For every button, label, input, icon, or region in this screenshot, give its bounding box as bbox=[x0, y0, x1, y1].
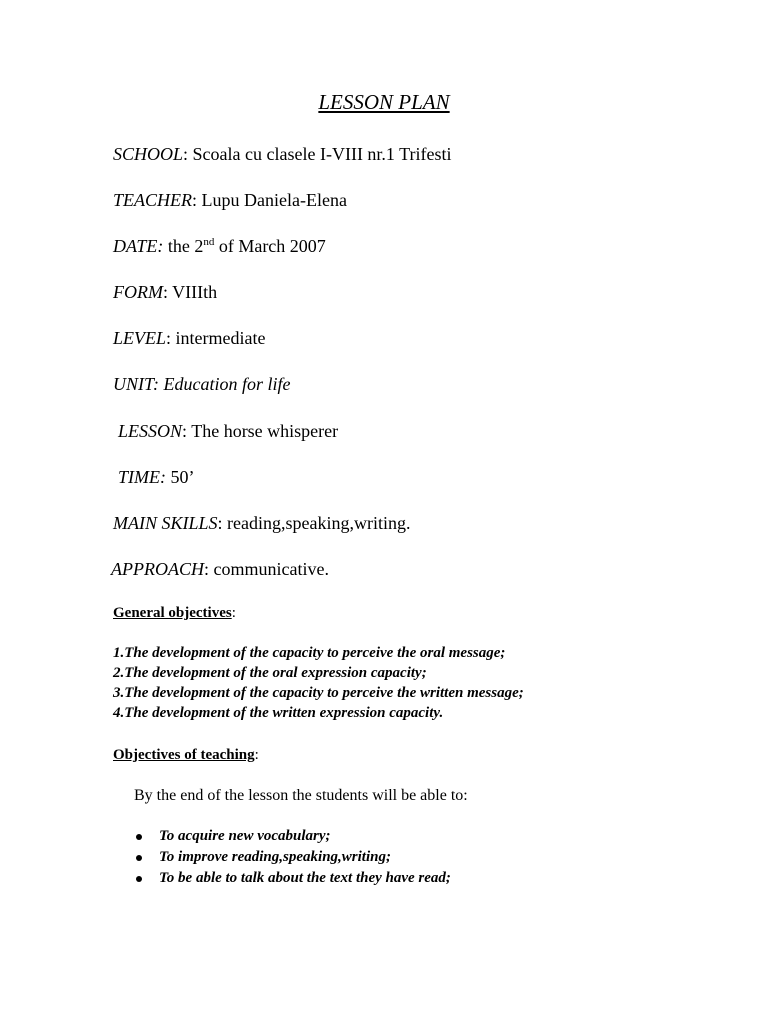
field-teacher-label: TEACHER bbox=[113, 190, 192, 210]
field-date-label: DATE: bbox=[113, 236, 164, 256]
field-school-label: SCHOOL bbox=[113, 144, 184, 164]
field-teacher-value: Lupu Daniela-Elena bbox=[201, 190, 347, 210]
list-item bbox=[134, 868, 451, 889]
field-date-value-pre: the 2 bbox=[167, 236, 204, 256]
field-form-value: VIIIth bbox=[172, 282, 218, 302]
general-objectives-list bbox=[113, 643, 524, 723]
field-separator: : bbox=[192, 190, 202, 210]
field-time bbox=[118, 467, 195, 488]
page-title: LESSON PLAN bbox=[318, 90, 450, 114]
field-approach-value: communicative. bbox=[213, 559, 329, 579]
field-separator: : bbox=[217, 513, 228, 533]
field-time-value: 50’ bbox=[170, 467, 195, 487]
field-unit bbox=[113, 374, 291, 395]
list-item-text: To be able to talk about the text they have read; bbox=[159, 870, 451, 886]
list-item: 1.The development of the capacity to perceive the oral message; bbox=[113, 645, 506, 661]
teaching-objectives-heading bbox=[113, 747, 259, 764]
field-teacher bbox=[113, 190, 347, 211]
field-form bbox=[113, 282, 217, 303]
list-item-text: To acquire new vocabulary; bbox=[159, 828, 331, 844]
list-item: 4.The development of the written expression capacity. bbox=[113, 705, 444, 721]
field-form-label: FORM bbox=[113, 282, 163, 302]
general-objectives-heading-text: General objectives bbox=[113, 605, 232, 621]
field-date-value-post: of March 2007 bbox=[214, 236, 326, 256]
field-school-value: Scoala cu clasele I-VIII nr.1 Trifesti bbox=[192, 144, 452, 164]
field-main-skills bbox=[113, 513, 411, 534]
field-main-skills-label: MAIN SKILLS bbox=[113, 513, 218, 533]
field-separator: : bbox=[203, 559, 214, 579]
bullet-icon bbox=[136, 834, 142, 840]
list-item-text: To improve reading,speaking,writing; bbox=[159, 849, 391, 865]
field-approach-label: APPROACH bbox=[111, 559, 204, 579]
list-item bbox=[134, 826, 451, 847]
field-date-value-sup: nd bbox=[203, 236, 215, 248]
field-unit-label: UNIT: bbox=[113, 374, 160, 394]
field-date bbox=[113, 236, 326, 257]
field-school bbox=[113, 144, 451, 165]
list-item: 2.The development of the oral expression capacity; bbox=[113, 665, 427, 681]
heading-colon: : bbox=[254, 747, 259, 763]
field-approach bbox=[111, 559, 329, 580]
field-level-label: LEVEL bbox=[113, 328, 167, 348]
field-unit-value: Education for life bbox=[163, 374, 291, 394]
bullet-icon bbox=[136, 855, 142, 861]
field-level-value: intermediate bbox=[175, 328, 266, 348]
list-item bbox=[134, 847, 451, 868]
field-time-label: TIME: bbox=[118, 467, 166, 487]
field-lesson bbox=[118, 421, 338, 442]
list-item: 3.The development of the capacity to perceive the written message; bbox=[113, 685, 524, 701]
field-level bbox=[113, 328, 266, 349]
general-objectives-heading bbox=[113, 605, 236, 622]
bullet-icon bbox=[136, 876, 142, 882]
field-main-skills-value: reading,speaking,writing. bbox=[227, 513, 411, 533]
field-separator: : bbox=[166, 328, 176, 348]
field-separator: : bbox=[183, 144, 193, 164]
teaching-objectives-heading-text: Objectives of teaching bbox=[113, 747, 255, 763]
field-separator: : bbox=[182, 421, 192, 441]
field-lesson-label: LESSON bbox=[118, 421, 183, 441]
heading-colon: : bbox=[231, 605, 236, 621]
teaching-objectives-intro: By the end of the lesson the students will be able to: bbox=[134, 787, 468, 804]
field-separator: : bbox=[162, 282, 173, 302]
teaching-objectives-list bbox=[134, 826, 451, 889]
field-lesson-value: The horse whisperer bbox=[191, 421, 339, 441]
